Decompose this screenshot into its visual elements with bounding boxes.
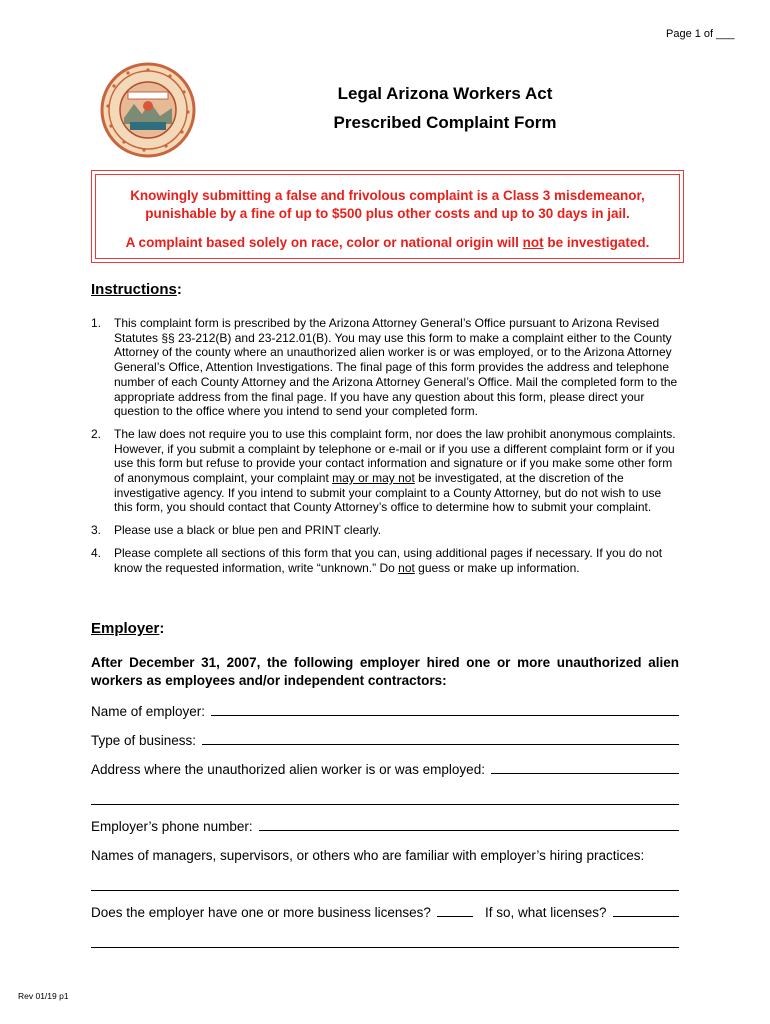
employer-phone-label: Employer’s phone number: [91,819,253,834]
revision-label: Rev 01/19 p1 [18,991,69,1001]
false-complaint-warning: Knowingly submitting a false and frivolous complaint is a Class 3 misdemeanor, punishable by a fine of up to $500 plus other costs and up to 30 days in jail. [130,188,645,221]
employer-heading: Employer: [91,620,165,637]
instructions-heading: Instructions: [91,281,182,298]
employment-address-label: Address where the unauthorized alien worker is or was employed: [91,762,485,777]
employer-name-label: Name of employer: [91,704,206,719]
form-title: Legal Arizona Workers Act [337,84,553,103]
list-item: 4. Please complete all sections of this form that you can, using additional pages if necessary. If you do not know the requested information, write “unknown.” Do not guess or make up information. [91,545,663,575]
business-licenses-field [91,905,679,920]
licenses-line[interactable] [91,947,679,948]
business-type-field[interactable] [91,733,679,748]
managers-label: Names of managers, supervisors, or others who are familiar with employer’s hiring practices: [91,848,645,863]
managers-field [91,848,679,863]
employment-address-line-2[interactable] [91,804,679,805]
warning-box [91,170,684,263]
form-subtitle: Prescribed Complaint Form [333,113,557,132]
licenses-question: Does the employer have one or more business licenses? [91,905,431,920]
business-type-label: Type of business: [91,733,197,748]
list-item: 2. The law does not require you to use this complaint form, nor does the law prohibit anonymous complaints. However, if you submit a complaint by telephone or e-mail or if you use a different complaint form or if you use this form but refuse to provide your contact information and signature or if you make some other form of anonymous complaint, your complaint may or may not be investigated, at the discretion of the investigative agency. If you intend to submit your complaint to a County Attorney, but do not wish to use this form, you should contact that County Attorney’s office to determine how to submit your complaint. [91,426,676,515]
employer-lead-statement: After December 31, 2007, the following employer hired one or more unauthorized alien workers as employees and/or independent contractors: [91,655,679,688]
employment-address-field[interactable] [91,762,679,777]
employer-phone-field[interactable] [91,819,679,834]
instructions-list [91,316,681,583]
list-item: 3. Please use a black or blue pen and PRINT clearly. [91,523,382,538]
list-item: 1. This complaint form is prescribed by the Arizona Attorney General’s Office pursuant to Arizona Revised Statutes §§ 23-212(B) and 23-212.01(B). You may use this form to make a complaint either to the County Attorney of the county where an unauthorized alien worker is or was employed, or to the Arizona Attorney General’s Office, Attention Investigations. The final page of this form provides the address and telephone number of each County Attorney and the Arizona Attorney General’s Office. Mail the completed form to the appropriate address from the final page. If you have any question about this form, please direct your question to the office where you intend to send your completed form. [91,316,678,419]
managers-line[interactable] [91,890,679,891]
licenses-type-question: If so, what licenses? [484,905,607,920]
arizona-state-seal [100,62,196,158]
licenses-answer-line[interactable] [437,915,473,917]
licenses-type-line[interactable] [613,915,680,917]
page-number: Page 1 of ___ [666,28,735,40]
discrimination-notice: A complaint based solely on race, color or national origin will not be investigated. [125,235,650,250]
employer-name-field[interactable] [91,704,679,719]
